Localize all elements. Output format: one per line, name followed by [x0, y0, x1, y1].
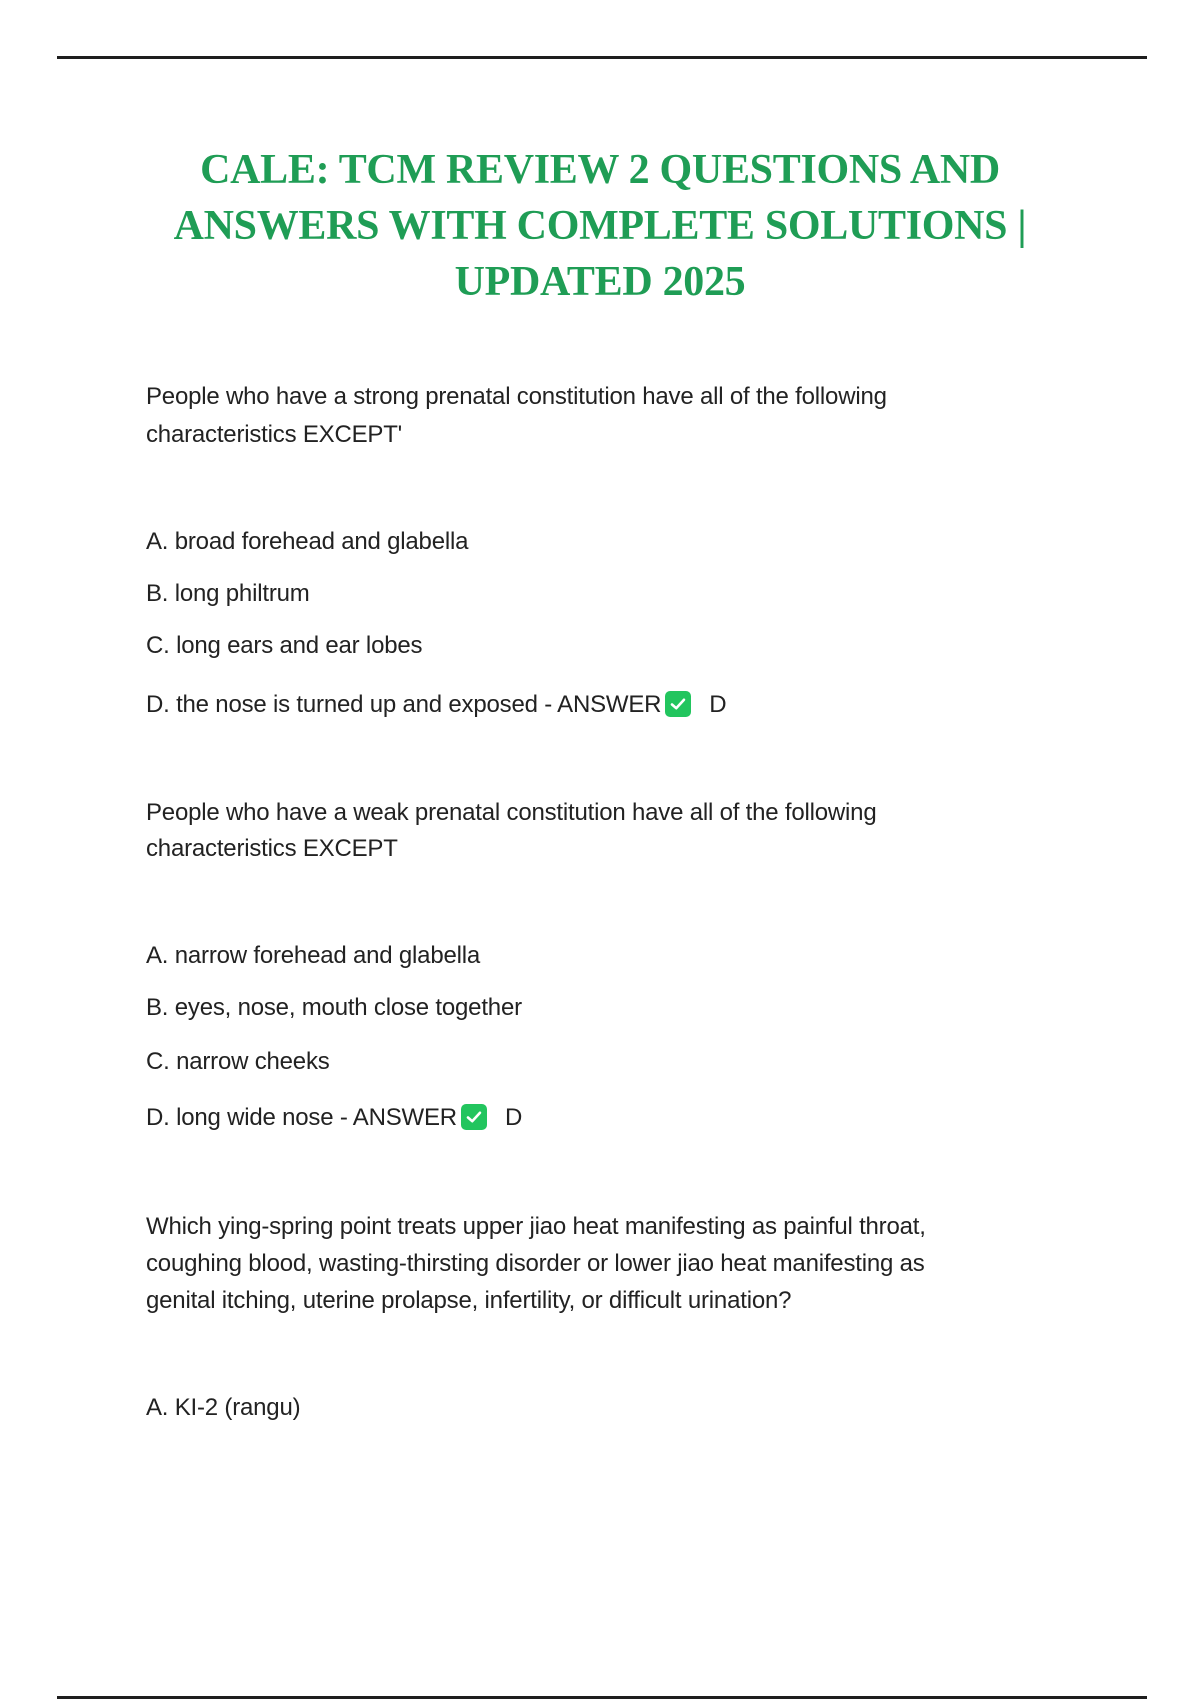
title-line-2: ANSWERS WITH COMPLETE SOLUTIONS | [173, 203, 1027, 249]
question-stem-line: People who have a strong prenatal constitution have all of the following [146, 383, 887, 410]
answer-option-b: B. long philtrum [146, 580, 310, 607]
answer-option-c: C. long ears and ear lobes [146, 632, 423, 659]
answer-option-c: C. narrow cheeks [146, 1048, 330, 1075]
question-stem-line: characteristics EXCEPT' [146, 421, 403, 448]
title-line-3: UPDATED 2025 [454, 259, 746, 305]
answer-option-d-text: D. long wide nose - ANSWER [146, 1104, 457, 1131]
answer-option-d [146, 1103, 522, 1133]
correct-answer: D [709, 691, 727, 718]
check-mark-button-icon [665, 691, 691, 717]
answer-option-a: A. narrow forehead and glabella [146, 942, 481, 969]
answer-option-b: B. eyes, nose, mouth close together [146, 994, 522, 1021]
question-stem-line: coughing blood, wasting-thirsting disorder or lower jiao heat manifesting as [146, 1250, 925, 1277]
check-mark-button-icon [461, 1104, 487, 1130]
correct-answer: D [504, 1104, 523, 1131]
bottom-rule [57, 1696, 1147, 1699]
question-stem-line: genital itching, uterine prolapse, infertility, or difficult urination? [146, 1287, 792, 1314]
question-stem-line: People who have a weak prenatal constitution have all of the following [146, 799, 877, 826]
answer-option-d [146, 690, 726, 720]
question-stem-line: characteristics EXCEPT [146, 835, 398, 862]
question-stem-line: Which ying-spring point treats upper jiao heat manifesting as painful throat, [146, 1213, 926, 1240]
answer-option-a: A. KI-2 (rangu) [146, 1394, 301, 1421]
top-rule [57, 56, 1147, 59]
title-line-1: CALE: TCM REVIEW 2 QUESTIONS AND [200, 147, 1000, 193]
document-title [140, 142, 1060, 310]
answer-option-d-text: D. the nose is turned up and exposed - ANSWER [146, 691, 662, 718]
answer-option-a: A. broad forehead and glabella [146, 528, 469, 555]
